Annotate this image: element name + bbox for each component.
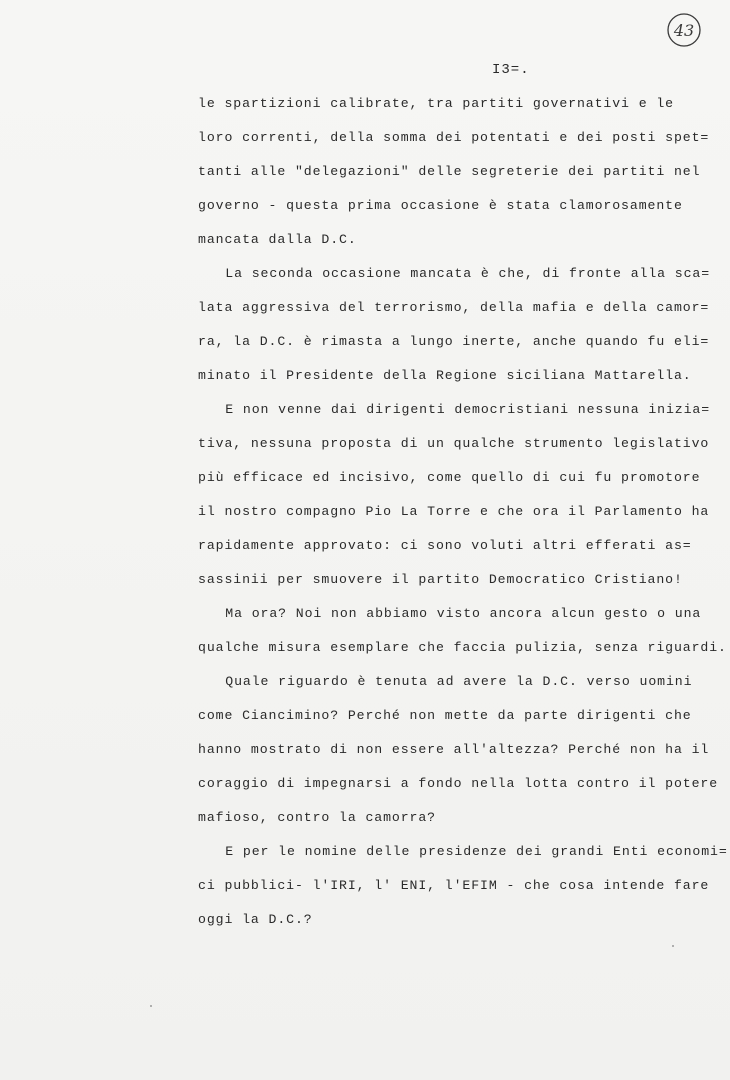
text-line: E per le nomine delle presidenze dei grandi Enti economi= [190,844,728,859]
archive-stamp [666,12,702,48]
page-number: I3=. [492,62,530,78]
text-line: loro correnti, della somma dei potentati e dei posti spet= [198,130,710,145]
text-line: come Ciancimino? Perché non mette da parte dirigenti che [198,708,692,723]
text-line: oggi la D.C.? [198,912,313,927]
text-line-smudged [198,536,692,556]
text-line: rapidamente approvato: ci sono voluti altri efferati as= [198,538,692,553]
text-line: tiva, nessuna proposta di un qualche strumento legislativo [198,436,710,451]
text-line: Ma ora? Noi non abbiamo visto ancora alcun gesto o una [190,606,702,621]
text-line: tanti alle "delegazioni" delle segreterie dei partiti nel [198,164,701,179]
text-line: le spartizioni calibrate, tra partiti governativi e le [198,96,674,111]
text-line: sassinii per smuovere il partito Democratico Cristiano! [198,572,683,587]
text-line: E non venne dai dirigenti democristiani nessuna inizia= [190,402,711,417]
text-line: mafioso, contro la camorra? [198,810,436,825]
archive-stamp-number: 43 [673,21,695,40]
text-line: hanno mostrato di non essere all'altezza? Perché non ha il [198,742,710,757]
text-line: mancata dalla D.C. [198,232,357,247]
text-line: il nostro compagno Pio La Torre e che ora il Parlamento ha [198,504,710,519]
text-line: qualche misura esemplare che faccia pulizia, senza riguardi. [198,640,727,655]
paper-speck [672,945,674,947]
text-line: coraggio di impegnarsi a fondo nella lotta contro il potere [198,776,719,791]
text-line: più efficace ed incisivo, come quello di cui fu promotore [198,470,701,485]
paper-speck [150,1005,152,1007]
text-line: minato il Presidente della Regione siciliana Mattarella. [198,368,692,383]
text-line: Quale riguardo è tenuta ad avere la D.C. verso uomini [190,674,693,689]
text-line: lata aggressiva del terrorismo, della mafia e della camor= [198,300,710,315]
text-line: La seconda occasione mancata è che, di fronte alla sca= [190,266,711,281]
text-line: governo - questa prima occasione è stata clamorosamente [198,198,683,213]
text-line: ra, la D.C. è rimasta a lungo inerte, anche quando fu eli= [198,334,710,349]
text-line: ci pubblici- l'IRI, l' ENI, l'EFIM - che cosa intende fare [198,878,710,893]
